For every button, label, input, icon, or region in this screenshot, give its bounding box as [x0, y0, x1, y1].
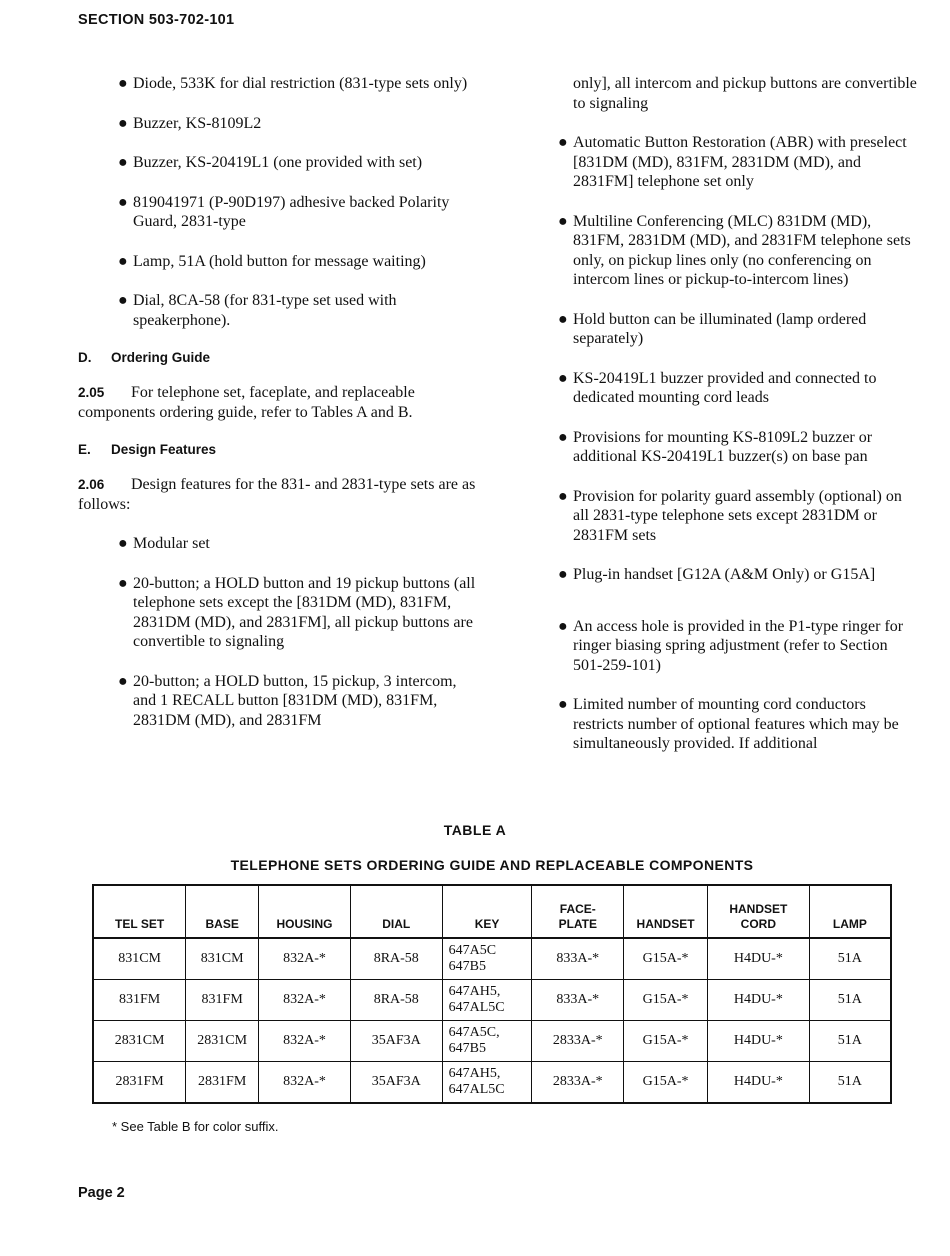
table-cell: 8RA-58 — [350, 980, 442, 1021]
header-line: FACE- — [559, 902, 596, 916]
bullet-text: Hold button can be illuminated (lamp ordered separately) — [573, 310, 867, 347]
table-cell: G15A-* — [624, 980, 708, 1021]
heading-design-features — [78, 442, 478, 457]
list-item — [78, 153, 478, 173]
key-line: 647A5C, — [448, 1025, 500, 1040]
key-line: 647AL5C — [448, 1000, 505, 1015]
list-item — [556, 133, 920, 192]
table-cell: 51A — [809, 1021, 891, 1062]
heading-letter: D. — [78, 350, 92, 365]
list-item — [78, 672, 478, 731]
key-line: 647AH5, — [448, 1066, 501, 1081]
bullet-icon: ● — [558, 428, 568, 446]
table-subtitle: TELEPHONE SETS ORDERING GUIDE AND REPLACEABLE COMPONENTS — [230, 857, 754, 873]
table-header-row — [93, 885, 891, 938]
table-cell: 2833A-* — [532, 1021, 624, 1062]
bullet-text: Buzzer, KS-20419L1 (one provided with set) — [133, 154, 423, 171]
key-line: 647AL5C — [448, 1082, 505, 1097]
table-cell: 832A-* — [259, 1021, 351, 1062]
table-cell: 2831FM — [186, 1062, 259, 1104]
page-number: Page 2 — [78, 1185, 125, 1201]
bullet-text: 20-button; a HOLD button and 19 pickup buttons (all telephone sets except the [831DM (MD), 831FM, 2831DM (MD), and 2831FM], all pickup buttons are convertible to signaling — [133, 574, 476, 650]
table-cell: 2831CM — [93, 1021, 186, 1062]
bullet-text: 819041971 (P-90D197) adhesive backed Polarity Guard, 2831-type — [133, 193, 450, 230]
header-line: CORD — [740, 917, 777, 931]
key-line: 647B5 — [448, 959, 486, 974]
column-header: BASE — [186, 885, 259, 938]
list-item — [556, 310, 920, 349]
bullet-text: Buzzer, KS-8109L2 — [133, 114, 262, 132]
bullet-text: KS-20419L1 buzzer provided and connected to dedicated mounting cord leads — [573, 369, 877, 406]
key-line: 647AH5, — [448, 984, 501, 999]
table-cell: 831CM — [93, 938, 186, 980]
key-line: 647B5 — [448, 1041, 486, 1056]
paragraph-text: For telephone set, faceplate, and replaceable components ordering guide, refer to Tables A and B. — [78, 384, 415, 421]
bullet-icon: ● — [558, 310, 568, 328]
bullet-icon: ● — [118, 193, 128, 211]
continuation-text: only], all intercom and pickup buttons are convertible to signaling — [573, 75, 917, 112]
table-cell: 8RA-58 — [350, 938, 442, 980]
header-line: HANDSET — [729, 902, 788, 916]
bullet-icon: ● — [118, 75, 128, 92]
heading-letter: E. — [78, 442, 91, 457]
table-cell: 831FM — [93, 980, 186, 1021]
table-cell: 35AF3A — [350, 1021, 442, 1062]
bullet-icon: ● — [118, 292, 128, 309]
bullet-text: Multiline Conferencing (MLC) 831DM (MD), 831FM, 2831DM (MD), and 2831FM telephone sets only, on pickup lines only (no conferencing on intercom lines or pickup-to-intercom lines) — [573, 212, 911, 288]
bullet-text: Lamp, 51A (hold button for message waiting) — [133, 252, 426, 270]
table-cell: 2831FM — [93, 1062, 186, 1104]
paragraph-text: Design features for the 831- and 2831-type sets are as follows: — [78, 476, 476, 513]
table-cell: 833A-* — [532, 980, 624, 1021]
table-cell: 833A-* — [532, 938, 624, 980]
bullet-text: Plug-in handset [G12A (A&M Only) or G15A] — [573, 566, 876, 583]
table-cell — [442, 980, 532, 1021]
table-cell — [442, 1062, 532, 1104]
bullet-icon: ● — [558, 369, 568, 387]
table-cell: H4DU-* — [707, 980, 809, 1021]
column-header: KEY — [442, 885, 532, 938]
list-item — [78, 74, 478, 94]
column-header: TEL SET — [93, 885, 186, 938]
bullet-text: Dial, 8CA-58 (for 831-type set used with speakerphone). — [133, 292, 397, 329]
table-cell: 832A-* — [259, 980, 351, 1021]
table-cell: G15A-* — [624, 1021, 708, 1062]
table-row — [93, 1062, 891, 1104]
table-cell: G15A-* — [624, 938, 708, 980]
table-footnote: * See Table B for color suffix. — [112, 1119, 279, 1134]
bullet-icon: ● — [118, 535, 128, 552]
bullet-icon: ● — [558, 134, 568, 151]
list-item — [78, 574, 478, 652]
list-item — [78, 291, 478, 330]
table-row — [93, 980, 891, 1021]
list-item — [556, 369, 920, 408]
bullet-text: An access hole is provided in the P1-type ringer for ringer biasing spring adjustment (refer to Section 501-259-101) — [573, 617, 904, 674]
paragraph-2-05 — [78, 383, 478, 422]
bullet-icon: ● — [118, 672, 128, 690]
table-cell: 51A — [809, 980, 891, 1021]
right-column — [556, 74, 920, 774]
ordering-guide-table — [92, 884, 892, 1104]
paragraph-number: 2.06 — [78, 477, 105, 492]
heading-title: Design Features — [111, 442, 217, 457]
table-cell: 2833A-* — [532, 1062, 624, 1104]
bullet-icon: ● — [118, 252, 128, 270]
bullet-text: Diode, 533K for dial restriction (831-type sets only) — [133, 75, 468, 92]
table-cell: 831FM — [186, 980, 259, 1021]
bullet-icon: ● — [558, 212, 568, 230]
bullet-text: Provision for polarity guard assembly (optional) on all 2831-type telephone sets except 2831DM or 2831FM sets — [573, 487, 902, 544]
table-cell: H4DU-* — [707, 1021, 809, 1062]
table-title: TABLE A — [443, 822, 507, 838]
column-header: DIAL — [350, 885, 442, 938]
table-cell: H4DU-* — [707, 1062, 809, 1104]
column-header: LAMP — [809, 885, 891, 938]
bullet-icon: ● — [118, 574, 128, 592]
column-header — [532, 885, 624, 938]
list-item — [78, 534, 478, 554]
table-cell: 51A — [809, 938, 891, 980]
table-cell: H4DU-* — [707, 938, 809, 980]
section-header: SECTION 503-702-101 — [78, 12, 235, 28]
list-item — [556, 565, 920, 585]
key-line: 647A5C — [448, 943, 497, 958]
list-item — [556, 617, 920, 676]
bullet-icon: ● — [118, 114, 128, 132]
bullet-icon: ● — [558, 617, 568, 635]
table-cell — [442, 1021, 532, 1062]
heading-title: Ordering Guide — [111, 350, 211, 365]
list-item — [556, 695, 920, 754]
bullet-icon: ● — [558, 696, 568, 713]
table-row — [93, 1021, 891, 1062]
list-item — [78, 114, 478, 134]
bullet-text: Modular set — [133, 535, 210, 552]
bullet-icon: ● — [558, 487, 568, 505]
paragraph-2-06 — [78, 475, 478, 514]
table-cell: G15A-* — [624, 1062, 708, 1104]
table-cell: 832A-* — [259, 1062, 351, 1104]
column-header: HANDSET — [624, 885, 708, 938]
list-item — [78, 193, 478, 232]
list-item — [556, 212, 920, 290]
table-cell — [442, 938, 532, 980]
left-column — [78, 74, 478, 750]
bullet-icon: ● — [558, 566, 568, 583]
table-cell: 35AF3A — [350, 1062, 442, 1104]
bullet-text: Provisions for mounting KS-8109L2 buzzer or additional KS-20419L1 buzzer(s) on base pan — [573, 428, 873, 465]
list-item — [78, 252, 478, 272]
bullet-text: 20-button; a HOLD button, 15 pickup, 3 intercom, and 1 RECALL button [831DM (MD), 831FM, 2831DM (MD), and 2831FM — [133, 672, 457, 729]
table-cell: 831CM — [186, 938, 259, 980]
bullet-text: Automatic Button Restoration (ABR) with preselect [831DM (MD), 831FM, 2831DM (MD), and 2831FM] telephone set only — [573, 134, 907, 190]
list-item — [556, 428, 920, 467]
column-header — [707, 885, 809, 938]
bullet-icon: ● — [118, 154, 128, 171]
paragraph-number: 2.05 — [78, 385, 105, 400]
column-header: HOUSING — [259, 885, 351, 938]
table-cell: 51A — [809, 1062, 891, 1104]
heading-ordering-guide — [78, 350, 478, 365]
table-cell: 2831CM — [186, 1021, 259, 1062]
table-row — [93, 938, 891, 980]
list-item — [556, 487, 920, 546]
bullet-text: Limited number of mounting cord conductors restricts number of optional features which may be simultaneously provided. If additional — [573, 696, 899, 752]
header-line: PLATE — [558, 917, 598, 931]
table-cell: 832A-* — [259, 938, 351, 980]
